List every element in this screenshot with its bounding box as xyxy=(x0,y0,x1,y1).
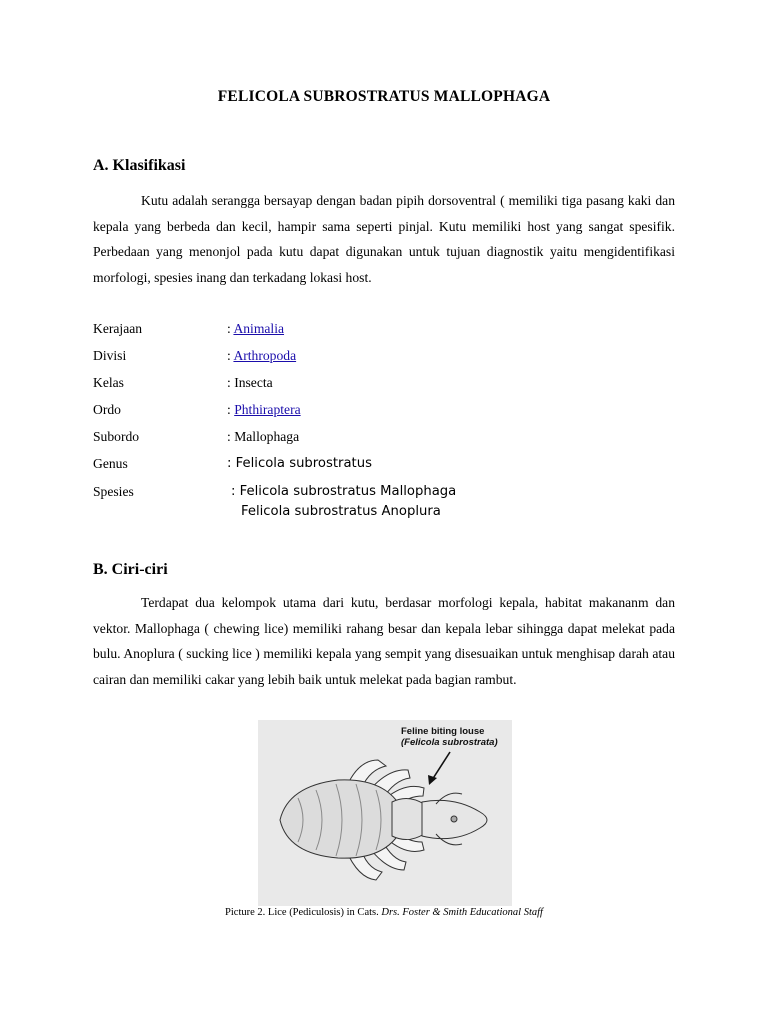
classification-row-ordo xyxy=(93,402,593,422)
classification-row-spesies xyxy=(93,484,593,524)
phthiraptera-link[interactable]: Phthiraptera xyxy=(234,402,301,417)
classification-label: Ordo xyxy=(93,402,121,417)
classification-label: Kelas xyxy=(93,375,124,390)
classification-value: : Felicola subrostratus Mallophaga xyxy=(231,484,457,499)
classification-label: Subordo xyxy=(93,429,140,444)
classification-value: : Mallophaga xyxy=(227,429,300,444)
classification-value-2: Felicola subrostratus Anoplura xyxy=(241,504,441,519)
classification-label: Genus xyxy=(93,456,128,471)
section-b-heading: B. Ciri-ciri xyxy=(93,561,168,578)
classification-value: : Animalia xyxy=(227,321,285,336)
section-a-heading: A. Klasifikasi xyxy=(93,157,186,174)
classification-value: : Arthropoda xyxy=(227,348,297,363)
classification-value: : Felicola subrostratus xyxy=(227,456,372,471)
classification-row-kelas xyxy=(93,375,593,395)
document-title: FELICOLA SUBROSTRATUS MALLOPHAGA xyxy=(217,88,551,105)
louse-illustration xyxy=(258,720,512,906)
classification-row-genus xyxy=(93,456,593,476)
classification-label: Kerajaan xyxy=(93,321,143,336)
classification-row-divisi xyxy=(93,348,593,368)
figure-label-line1: Feline biting louse xyxy=(401,726,485,737)
classification-value: : Phthiraptera xyxy=(227,402,301,417)
section-a-paragraph: Kutu adalah serangga bersayap dengan badan pipih dorsoventral ( memiliki tiga pasang kaki dan kepala yang berbeda dan kecil, hampir sama seperti pinjal. Kutu memiliki host yang sangat spesifik. Perbedaan yang menonjol pada kutu dapat digunakan untuk tujuan diagnostik yaitu mengidentifikasi morfologi, spesies inang dan terkadang lokasi host. xyxy=(93,193,675,285)
pointer-arrow-icon xyxy=(428,752,450,785)
animalia-link[interactable]: Animalia xyxy=(233,321,285,336)
section-b-paragraph: Terdapat dua kelompok utama dari kutu, berdasar morfologi kepala, habitat makananm dan vektor. Mallophaga ( chewing lice) memiliki rahang besar dan kepala lebar sihingga dapat melekat pada bulu. Anoplura ( sucking lice ) memiliki kepala yang sempit yang disesuaikan untuk menghisap darah atau cairan dan memiliki cakar yang lebih baik untuk melekat pada bagian rambut. xyxy=(93,595,675,687)
classification-row-kerajaan xyxy=(93,321,593,341)
figure-caption: Picture 2. Lice (Pediculosis) in Cats. Drs. Foster & Smith Educational Staff xyxy=(225,907,543,918)
classification-label: Divisi xyxy=(93,348,127,363)
figure-label-line2: (Felicola subrostrata) xyxy=(401,737,498,748)
louse-drawing-icon xyxy=(280,760,487,880)
classification-value: : Insecta xyxy=(227,375,273,390)
classification-label: Spesies xyxy=(93,484,134,499)
arthropoda-link[interactable]: Arthropoda xyxy=(233,348,297,363)
classification-row-subordo xyxy=(93,429,593,449)
